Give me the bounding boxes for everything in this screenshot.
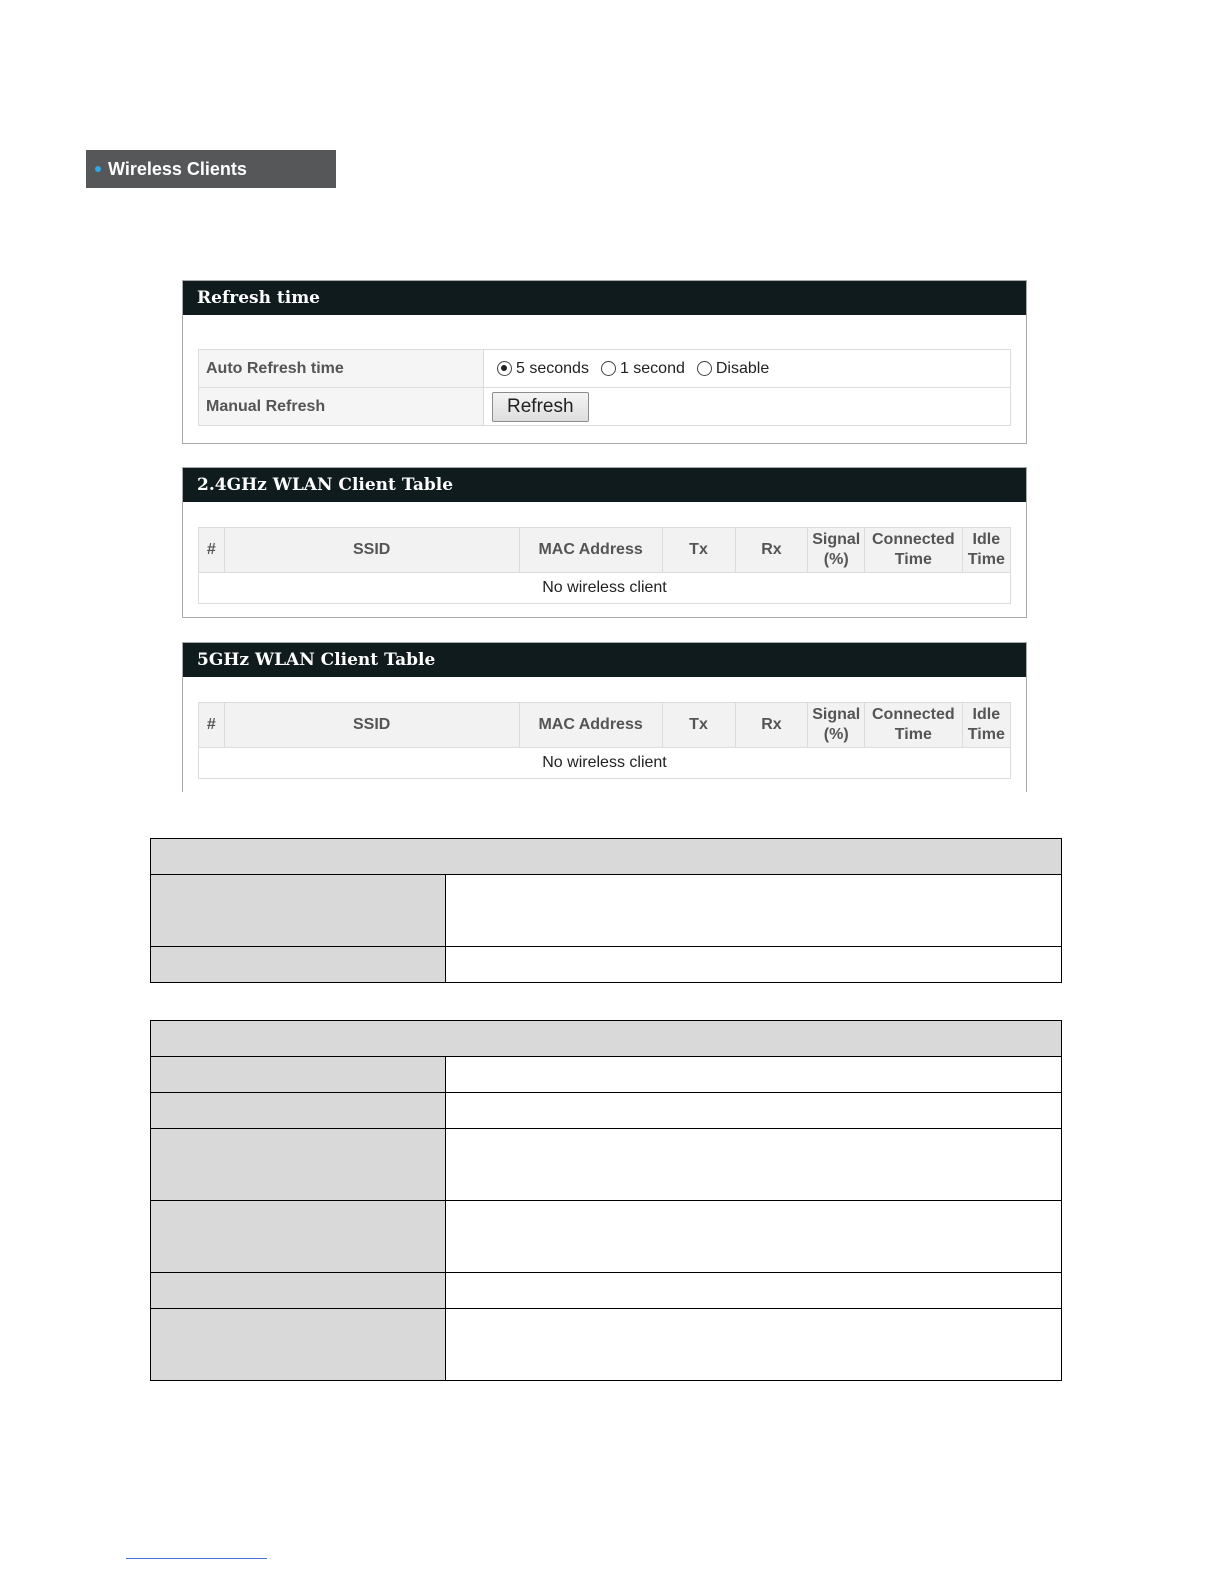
col-signal: Signal (%): [808, 528, 865, 573]
col-connected-time: Connected Time: [865, 703, 963, 748]
description-key-cell: [151, 1093, 446, 1129]
col-index: #: [199, 528, 225, 573]
wlan-24ghz-panel: [182, 467, 1027, 618]
description-key-cell: [151, 1129, 446, 1201]
col-rx: Rx: [735, 703, 808, 748]
auto-refresh-options: [484, 350, 1011, 388]
refresh-button[interactable]: Refresh: [492, 392, 589, 422]
radio-label-1-second[interactable]: 1 second: [619, 359, 685, 377]
col-connected-time: Connected Time: [865, 528, 963, 573]
col-ssid: SSID: [224, 703, 519, 748]
radio-label-disable[interactable]: Disable: [715, 359, 770, 377]
wlan-5ghz-panel: [182, 642, 1027, 792]
col-tx: Tx: [662, 703, 735, 748]
panel-title: Refresh time: [183, 281, 1026, 315]
manual-refresh-row: [199, 388, 1011, 426]
radio-label-5-seconds[interactable]: 5 seconds: [516, 359, 589, 377]
description-value-cell: [446, 1309, 1062, 1381]
wlan-5ghz-client-table: [198, 702, 1011, 779]
description-key-cell: [151, 1201, 446, 1273]
description-table-refresh: [150, 838, 1062, 983]
description-table-clients: [150, 1020, 1062, 1381]
panel-title: 2.4GHz WLAN Client Table: [183, 468, 1026, 502]
description-value-cell: [446, 1057, 1062, 1093]
col-idle-time: Idle Time: [962, 703, 1010, 748]
empty-message: No wireless client: [199, 748, 1011, 779]
table-row: [199, 748, 1011, 779]
col-mac-address: MAC Address: [519, 528, 662, 573]
refresh-time-panel: [182, 280, 1027, 444]
description-key-cell: [151, 875, 446, 947]
description-value-cell: [446, 1129, 1062, 1201]
panel-title: 5GHz WLAN Client Table: [183, 643, 1026, 677]
description-value-cell: [446, 1093, 1062, 1129]
radio-disable[interactable]: [697, 361, 712, 376]
section-title: Wireless Clients: [108, 158, 247, 179]
section-tab-wireless-clients: [86, 150, 336, 188]
radio-1-second[interactable]: [601, 361, 616, 376]
description-value-cell: [446, 1201, 1062, 1273]
manual-refresh-cell: [484, 388, 1011, 426]
description-key-cell: [151, 947, 446, 983]
col-signal: Signal (%): [808, 703, 865, 748]
description-table-header: [151, 1021, 1062, 1057]
refresh-form: [198, 349, 1011, 426]
manual-refresh-label: Manual Refresh: [199, 388, 484, 426]
table-header-row: [199, 528, 1011, 573]
table-row: [199, 573, 1011, 604]
description-value-cell: [446, 875, 1062, 947]
description-value-cell: [446, 947, 1062, 983]
description-key-cell: [151, 1057, 446, 1093]
wlan-24ghz-client-table: [198, 527, 1011, 604]
description-table-header: [151, 839, 1062, 875]
col-rx: Rx: [735, 528, 808, 573]
table-header-row: [199, 703, 1011, 748]
description-key-cell: [151, 1273, 446, 1309]
col-mac-address: MAC Address: [519, 703, 662, 748]
description-key-cell: [151, 1309, 446, 1381]
col-idle-time: Idle Time: [962, 528, 1010, 573]
footnote-rule: [126, 1558, 267, 1559]
col-index: #: [199, 703, 225, 748]
radio-5-seconds[interactable]: [497, 361, 512, 376]
description-value-cell: [446, 1273, 1062, 1309]
auto-refresh-row: [199, 350, 1011, 388]
bullet-icon: [95, 166, 101, 172]
col-ssid: SSID: [224, 528, 519, 573]
empty-message: No wireless client: [199, 573, 1011, 604]
col-tx: Tx: [662, 528, 735, 573]
auto-refresh-label: Auto Refresh time: [199, 350, 484, 388]
